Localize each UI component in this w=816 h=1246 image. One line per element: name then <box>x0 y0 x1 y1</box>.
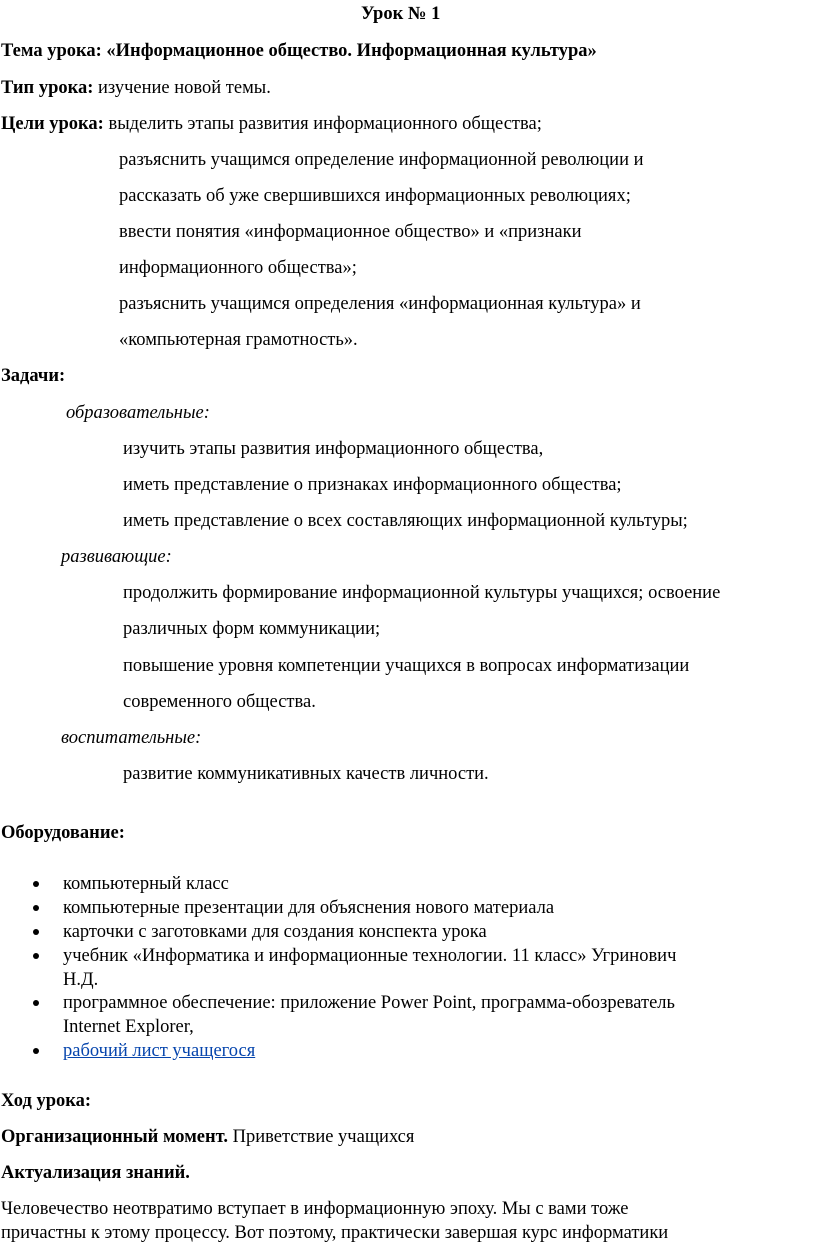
goal-item: «компьютерная грамотность». <box>119 330 358 350</box>
equipment-label: Оборудование: <box>1 823 125 843</box>
task-item: иметь представление о признаках информационного общества; <box>123 475 622 495</box>
goal-item: разъяснить учащимся определение информационной революции и <box>119 150 644 170</box>
paragraph-line: причастны к этому процессу. Вот поэтому, практически завершая курс информатики <box>1 1223 669 1243</box>
worksheet-link[interactable]: рабочий лист учащегося <box>63 1041 256 1061</box>
task-item: повышение уровня компетенции учащихся в вопросах информатизации <box>123 656 690 676</box>
bullet-icon <box>33 1000 39 1006</box>
paragraph-line: Человечество неотвратимо вступает в информационную эпоху. Мы с вами тоже <box>1 1199 629 1219</box>
equipment-item: программное обеспечение: приложение Power Point, программа-обозреватель <box>63 993 675 1013</box>
goal-item: разъяснить учащимся определения «информационная культура» и <box>119 294 641 314</box>
task-item: современного общества. <box>123 692 316 712</box>
org-text: Приветствие учащихся <box>228 1127 415 1147</box>
equipment-item: компьютерные презентации для объяснения нового материала <box>63 898 555 918</box>
task-item: изучить этапы развития информационного общества, <box>123 439 544 459</box>
actual-label: Актуализация знаний. <box>1 1163 190 1183</box>
task-item: развитие коммуникативных качеств личности. <box>123 764 489 784</box>
bullet-icon <box>33 881 39 887</box>
bullet-icon <box>33 929 39 935</box>
course-label: Ход урока: <box>1 1091 92 1111</box>
org-line <box>1 1126 414 1148</box>
equipment-item: компьютерный класс <box>63 874 229 894</box>
equipment-item-cont: Н.Д. <box>63 970 99 990</box>
goal-item: рассказать об уже свершившихся информационных революциях; <box>119 186 631 206</box>
upbringing-label: воспитательные: <box>61 728 202 748</box>
equipment-item: карточки с заготовками для создания конспекта урока <box>63 922 487 942</box>
equipment-item-cont: Internet Explorer, <box>63 1017 194 1037</box>
goals-line <box>1 113 542 135</box>
developing-label: развивающие: <box>61 547 172 567</box>
topic-text: «Информационное общество. Информационная культура» <box>101 41 597 61</box>
lesson-title: Урок № 1 <box>361 4 441 24</box>
topic-line <box>1 40 597 62</box>
type-label: Тип урока: <box>1 78 94 98</box>
bullet-icon <box>33 905 39 911</box>
goal-item: информационного общества»; <box>119 258 357 278</box>
goals-first: выделить этапы развития информационного общества; <box>103 114 542 134</box>
bullet-icon <box>33 1048 39 1054</box>
goals-label: Цели урока: <box>1 114 104 134</box>
type-text: изучение новой темы. <box>93 78 271 98</box>
equipment-item: учебник «Информатика и информационные технологии. 11 класс» Угринович <box>63 946 677 966</box>
equipment-item <box>63 1040 255 1062</box>
org-label: Организационный момент. <box>1 1127 228 1147</box>
type-line <box>1 77 271 99</box>
task-item: продолжить формирование информационной культуры учащихся; освоение <box>123 583 721 603</box>
task-item: иметь представление о всех составляющих информационной культуры; <box>123 511 688 531</box>
educational-label: образовательные: <box>66 403 210 423</box>
bullet-icon <box>33 953 39 959</box>
topic-label: Тема урока: <box>1 41 102 61</box>
task-item: различных форм коммуникации; <box>123 619 381 639</box>
tasks-label: Задачи: <box>1 366 66 386</box>
goal-item: ввести понятия «информационное общество» и «признаки <box>119 222 582 242</box>
